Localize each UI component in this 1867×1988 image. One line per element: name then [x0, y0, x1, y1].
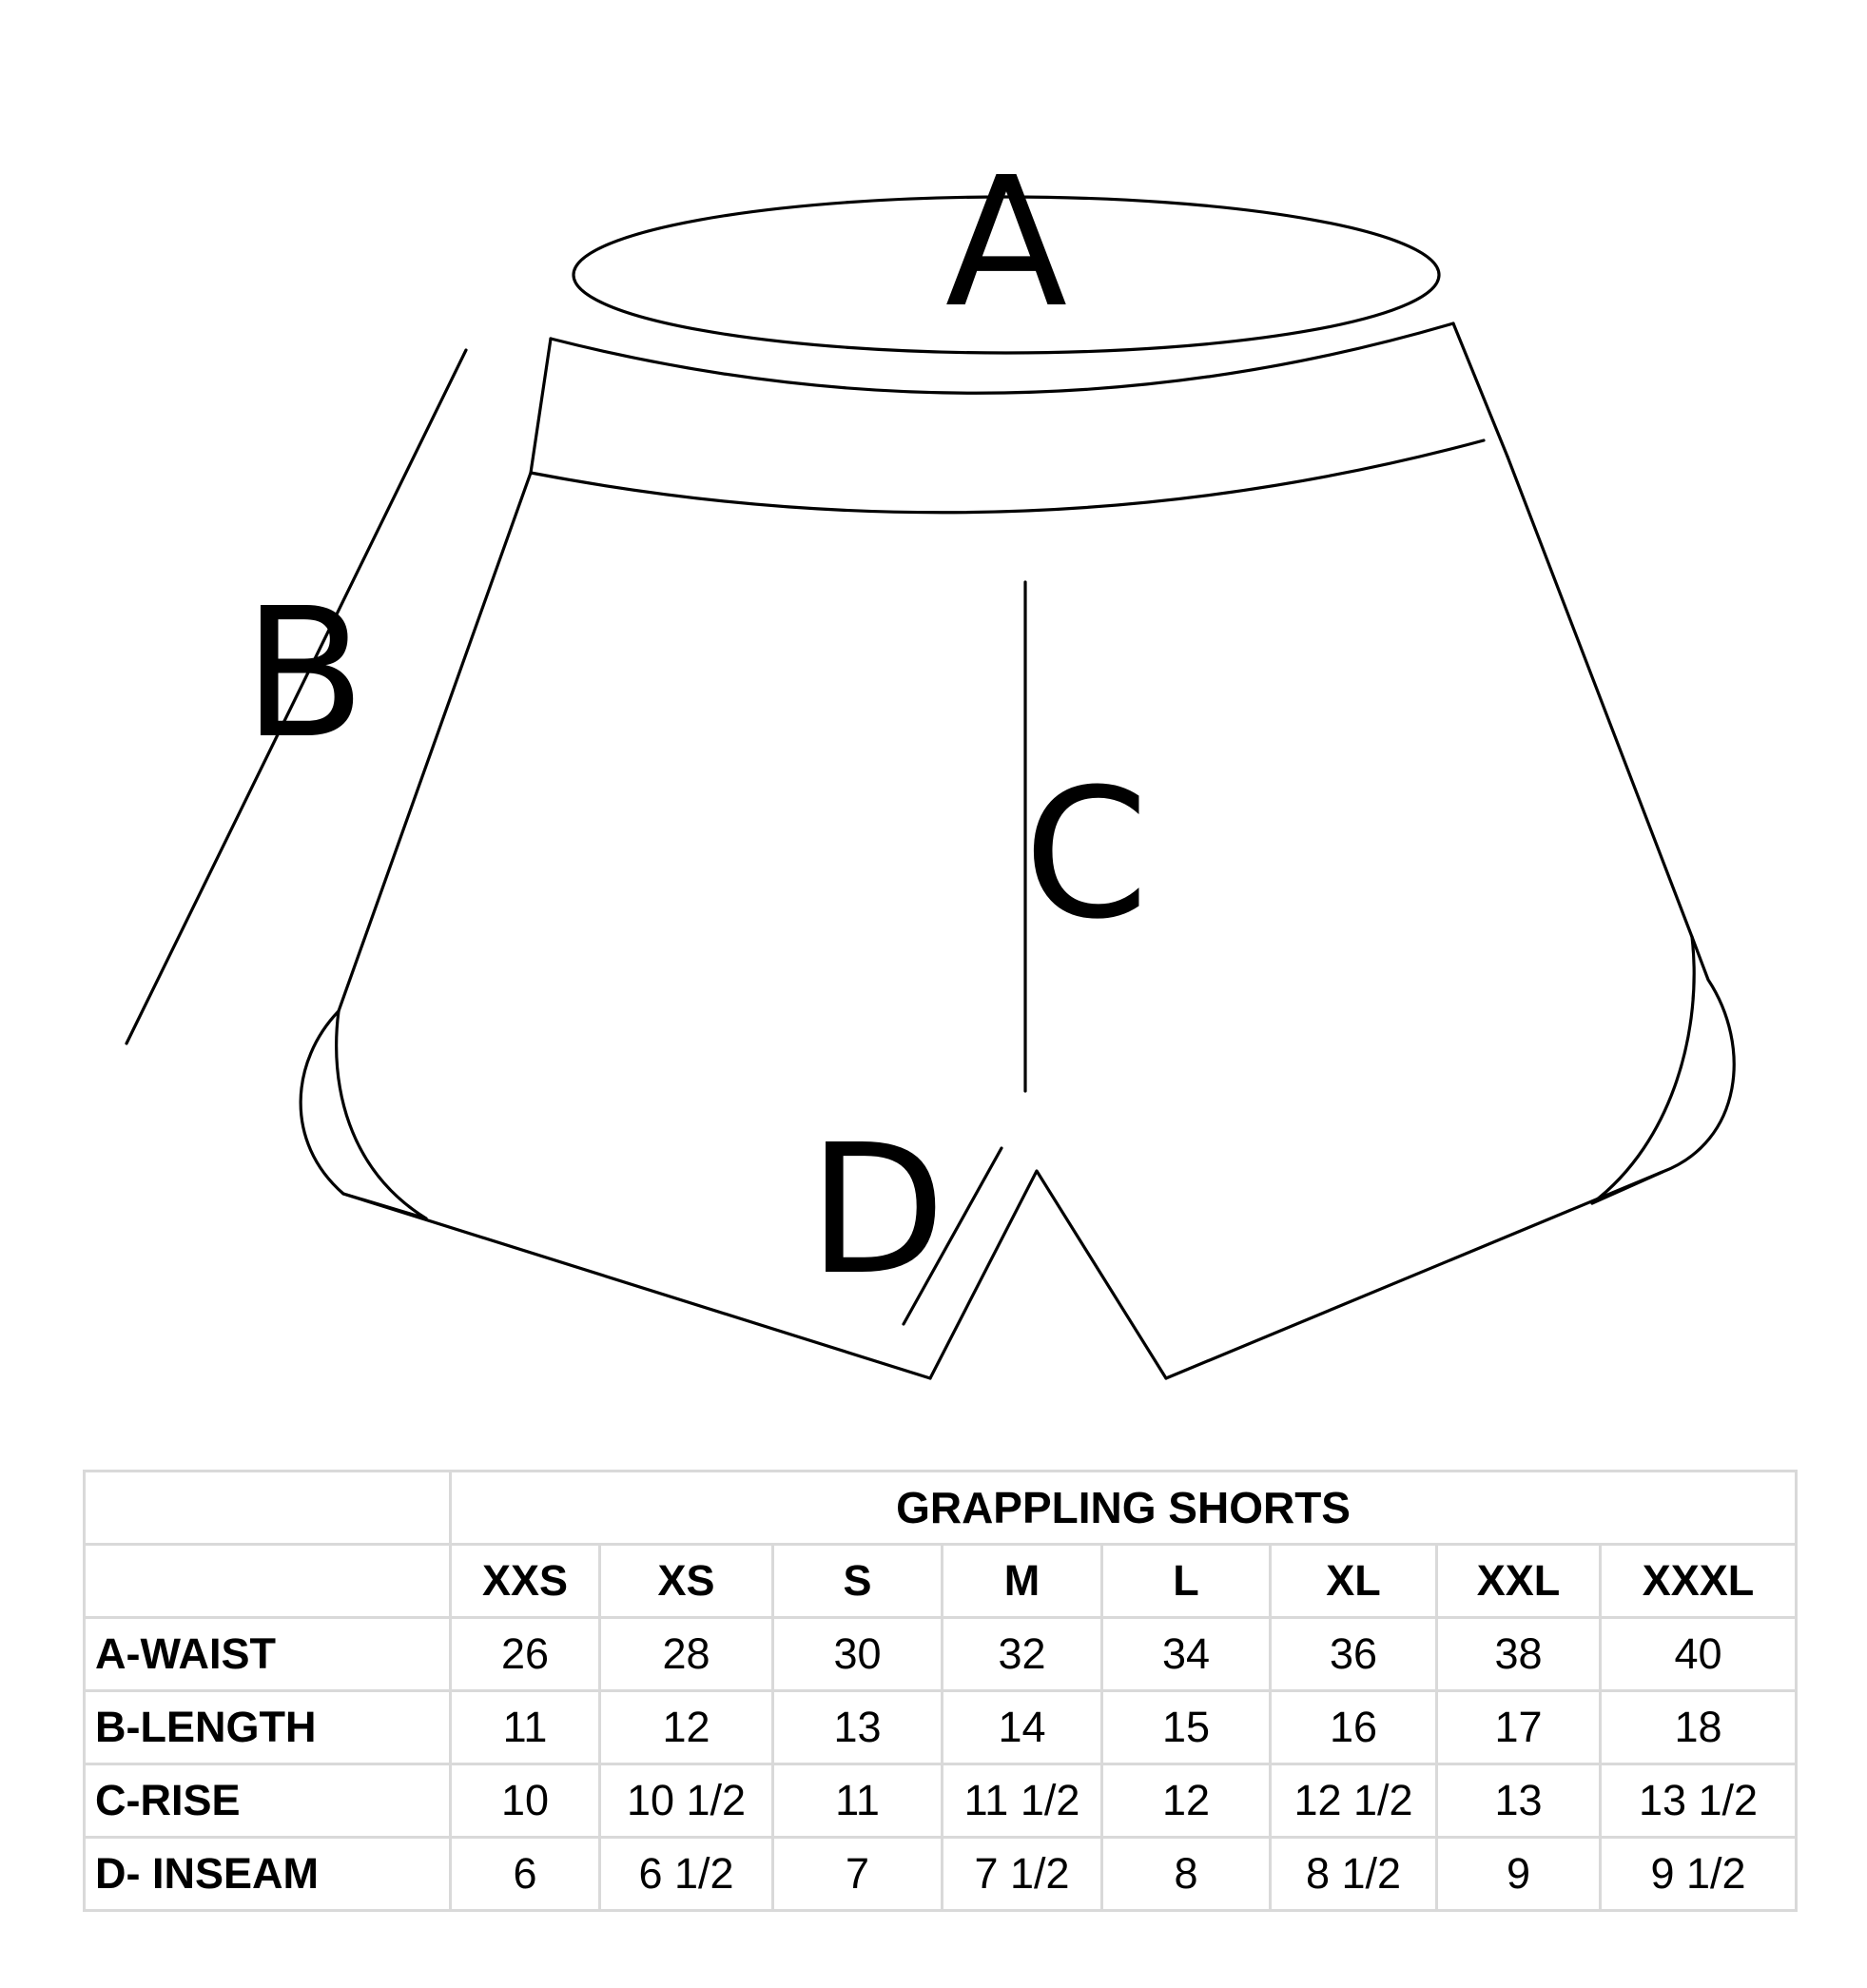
size-header: L	[1102, 1545, 1271, 1618]
table-cell: 34	[1102, 1618, 1271, 1691]
table-cell: 8 1/2	[1271, 1838, 1437, 1911]
table-cell: 11	[451, 1691, 600, 1764]
table-cell: 13 1/2	[1601, 1764, 1797, 1838]
left-inner-hem-curve	[337, 1011, 426, 1218]
row-label-length: B-LENGTH	[85, 1691, 451, 1764]
table-cell: 13	[773, 1691, 943, 1764]
row-label-inseam: D- INSEAM	[85, 1838, 451, 1911]
right-leg-hem	[1166, 1172, 1663, 1378]
table-title-row	[85, 1472, 1797, 1545]
size-header: XXL	[1437, 1545, 1601, 1618]
table-cell: 17	[1437, 1691, 1601, 1764]
waistband-right-edge	[1453, 323, 1507, 457]
table-cell: 11 1/2	[943, 1764, 1102, 1838]
table-cell: 6	[451, 1838, 600, 1911]
table-cell: 8	[1102, 1838, 1271, 1911]
table-cell: 9	[1437, 1838, 1601, 1911]
table-cell: 7	[773, 1838, 943, 1911]
row-label-waist: A-WAIST	[85, 1618, 451, 1691]
label-d: D	[807, 1106, 946, 1315]
table-cell: 30	[773, 1618, 943, 1691]
label-a: A	[944, 139, 1068, 347]
size-header-blank	[85, 1545, 451, 1618]
size-header: XS	[600, 1545, 773, 1618]
size-header: XXXL	[1601, 1545, 1797, 1618]
table-cell: 26	[451, 1618, 600, 1691]
label-c: C	[1023, 750, 1149, 959]
waistband-bottom-edge	[531, 440, 1484, 513]
size-header: XL	[1271, 1545, 1437, 1618]
table-cell: 11	[773, 1764, 943, 1838]
size-header: M	[943, 1545, 1102, 1618]
table-row	[85, 1618, 1797, 1691]
table-cell: 12	[600, 1691, 773, 1764]
table-cell: 15	[1102, 1691, 1271, 1764]
row-label-rise: C-RISE	[85, 1764, 451, 1838]
table-corner-cell	[85, 1472, 451, 1545]
table-cell: 38	[1437, 1618, 1601, 1691]
table-row	[85, 1764, 1797, 1838]
table-cell: 10 1/2	[600, 1764, 773, 1838]
table-size-header-row	[85, 1545, 1797, 1618]
left-outer-split-curve	[301, 1011, 426, 1218]
label-b: B	[243, 570, 366, 778]
right-outer-split-curve	[1592, 937, 1734, 1203]
table-title: GRAPPLING SHORTS	[451, 1472, 1797, 1545]
size-header: XXS	[451, 1545, 600, 1618]
table-cell: 36	[1271, 1618, 1437, 1691]
table-cell: 16	[1271, 1691, 1437, 1764]
table-cell: 7 1/2	[943, 1838, 1102, 1911]
table-cell: 10	[451, 1764, 600, 1838]
waistband-left-edge	[531, 339, 551, 473]
size-header: S	[773, 1545, 943, 1618]
table-cell: 18	[1601, 1691, 1797, 1764]
table-cell: 14	[943, 1691, 1102, 1764]
table-cell: 13	[1437, 1764, 1601, 1838]
table-cell: 6 1/2	[600, 1838, 773, 1911]
table-cell: 9 1/2	[1601, 1838, 1797, 1911]
table-cell: 28	[600, 1618, 773, 1691]
table-cell: 12	[1102, 1764, 1271, 1838]
crotch-notch	[930, 1171, 1166, 1378]
size-chart-table	[83, 1470, 1798, 1912]
table-row	[85, 1691, 1797, 1764]
table-cell: 32	[943, 1618, 1102, 1691]
table-row	[85, 1838, 1797, 1911]
right-side-seam	[1507, 457, 1692, 937]
table-cell: 40	[1601, 1618, 1797, 1691]
table-cell: 12 1/2	[1271, 1764, 1437, 1838]
